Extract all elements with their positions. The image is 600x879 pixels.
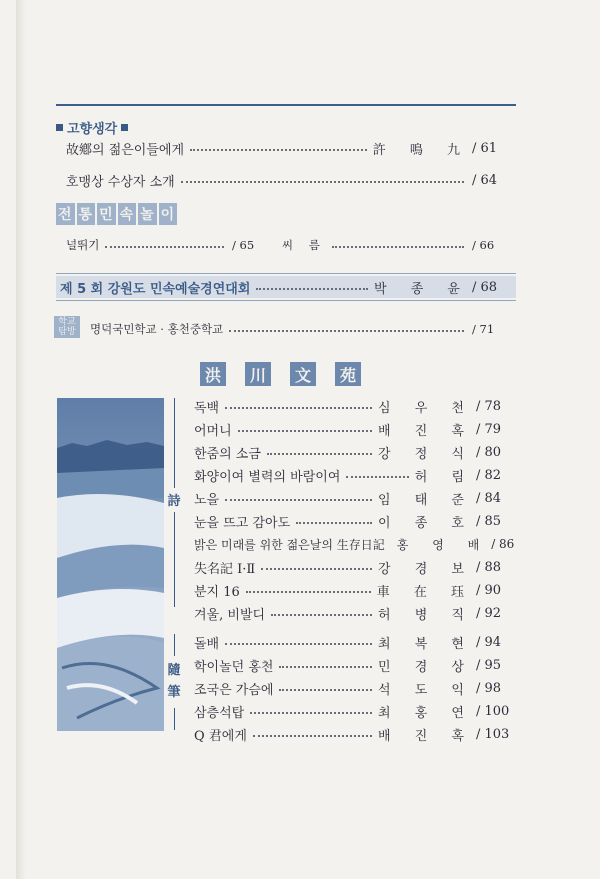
heading-char: 속 (118, 203, 137, 225)
leader-dots (346, 476, 408, 478)
leader-dots (181, 181, 464, 183)
toc-entry[interactable] (194, 724, 510, 744)
entry-title: 밝은 미래를 위한 젊은날의 生存日記 (194, 537, 385, 552)
entry-author: 홍 영 배 (396, 537, 490, 552)
entry-title: 어머니 (194, 423, 232, 439)
title-char: 洪 (200, 362, 226, 386)
entry-author: 박 종 윤 (374, 281, 470, 297)
heading-char: 이 (159, 203, 178, 225)
leader-dots (332, 246, 464, 248)
entry-page: / 78 (476, 398, 502, 414)
entry-author: 車 在 珏 (376, 584, 474, 600)
entry-page: / 85 (476, 513, 502, 529)
entry-title: 호맹상 수상자 소개 (66, 174, 175, 190)
toc-entry[interactable] (194, 655, 510, 675)
leader-dots (225, 643, 372, 645)
entry-page: / 95 (476, 657, 502, 673)
entry-page: / 92 (476, 605, 502, 621)
entry-page: / 65 (232, 238, 255, 252)
entry-author: 석 도 익 (378, 682, 474, 698)
entry-title: 故鄕의 젊은이들에게 (66, 142, 185, 158)
toc-entry[interactable] (194, 511, 510, 531)
leader-dots (296, 522, 372, 524)
toc-entry[interactable] (90, 319, 506, 339)
square-bullet-icon (121, 124, 128, 131)
literary-section-title (200, 362, 361, 386)
toc-entry[interactable] (194, 396, 510, 416)
essays-label: 隨筆 (167, 663, 181, 700)
poems-bracket-line (174, 512, 175, 607)
heading-char: 통 (77, 203, 96, 225)
entry-author: 許 鳴 九 (372, 142, 470, 158)
toc-entry[interactable] (194, 488, 510, 508)
entry-page: / 66 (472, 238, 495, 252)
entry-author: 이 종 호 (378, 515, 474, 531)
leader-dots (225, 499, 372, 501)
entry-title: 겨울, 비발디 (194, 607, 266, 623)
entry-author: 강 정 식 (378, 446, 474, 462)
toc-entry[interactable] (194, 534, 515, 554)
leader-dots (267, 453, 372, 455)
entry-title: 失名記 Ⅰ·Ⅱ (194, 561, 256, 577)
toc-entry[interactable] (194, 557, 510, 577)
entry-author: 강 경 보 (378, 561, 474, 577)
leader-dots (261, 568, 372, 570)
title-char: 川 (245, 362, 271, 386)
toc-entry[interactable] (66, 170, 506, 190)
entry-title: 조국은 가슴에 (194, 682, 274, 698)
leader-dots (229, 330, 464, 332)
entry-author: 허 병 직 (378, 607, 474, 623)
entry-page: / 86 (491, 537, 515, 551)
toc-entry[interactable] (194, 701, 510, 721)
toc-entry[interactable] (282, 235, 506, 255)
toc-entry[interactable] (194, 580, 510, 600)
leader-dots (279, 689, 372, 691)
band-top-rule (56, 273, 516, 274)
entry-author: 최 복 현 (378, 636, 474, 652)
entry-page: / 79 (476, 421, 502, 437)
leader-dots (246, 591, 371, 593)
entry-author: 심 우 천 (378, 400, 474, 416)
leader-dots (105, 246, 224, 248)
band-bottom-rule (56, 300, 516, 301)
entry-page: / 68 (472, 279, 498, 295)
school-visit-tag: 학교 탐방 (54, 316, 80, 338)
entry-page: / 90 (476, 582, 502, 598)
entry-title: 삼층석탑 (194, 705, 245, 721)
entry-page: / 94 (476, 634, 502, 650)
toc-entry[interactable] (66, 138, 506, 158)
entry-title: 널뛰기 (66, 238, 100, 252)
entry-page: / 64 (472, 172, 498, 188)
entry-author: 민 경 상 (378, 659, 474, 675)
entry-page: / 88 (476, 559, 502, 575)
essays-bracket-line (174, 708, 175, 730)
entry-title: 노을 (194, 492, 220, 508)
entry-author: 배 진 혹 (378, 423, 474, 439)
entry-title: Q 君에게 (194, 728, 247, 744)
entry-author: 허 림 (414, 469, 474, 485)
toc-entry[interactable] (194, 465, 510, 485)
entry-title: 한줌의 소금 (194, 446, 261, 462)
entry-title: 화양이여 별력의 바람이여 (194, 469, 341, 485)
entry-page: / 71 (472, 322, 495, 336)
entry-author: 최 홍 연 (378, 705, 474, 721)
toc-entry-contest[interactable] (60, 277, 506, 297)
entry-title: 독백 (194, 400, 220, 416)
title-char: 文 (290, 362, 316, 386)
toc-entry[interactable] (66, 235, 266, 255)
section-heading-hometown (56, 118, 128, 137)
entry-author: 배 진 혹 (378, 728, 474, 744)
entry-title: 돌배 (194, 636, 220, 652)
heading-char: 민 (97, 203, 116, 225)
poems-bracket-line (174, 398, 175, 488)
leader-dots (279, 666, 372, 668)
page-binding-edge (16, 0, 26, 879)
entry-page: / 103 (476, 726, 510, 742)
leader-dots (225, 407, 372, 409)
entry-page: / 84 (476, 490, 502, 506)
entry-title: 분지 16 (194, 584, 240, 600)
heading-char: 놀 (138, 203, 157, 225)
heading-char: 전 (56, 203, 75, 225)
square-bullet-icon (56, 124, 63, 131)
leader-dots (238, 430, 372, 432)
leader-dots (253, 735, 372, 737)
entry-title: 명덕국민학교 · 홍천중학교 (90, 322, 224, 336)
entry-author: 임 태 준 (378, 492, 474, 508)
entry-title: 씨 름 (282, 238, 326, 252)
poems-label: 詩 (167, 494, 181, 509)
toc-entry[interactable] (194, 419, 510, 439)
leader-dots (256, 288, 368, 290)
leader-dots (271, 614, 372, 616)
toc-entry[interactable] (194, 442, 510, 462)
leader-dots (250, 712, 372, 714)
top-rule (56, 104, 516, 106)
entry-page: / 61 (472, 140, 498, 156)
toc-entry[interactable] (194, 603, 510, 623)
entry-title: 학이놀던 홍천 (194, 659, 274, 675)
section-heading-text: 고향생각 (67, 122, 118, 137)
essays-bracket-line (174, 634, 175, 656)
entry-page: / 98 (476, 680, 502, 696)
toc-entry[interactable] (194, 678, 510, 698)
title-char: 苑 (335, 362, 361, 386)
leader-dots (190, 149, 367, 151)
entry-page: / 100 (476, 703, 510, 719)
river-landscape-photo (57, 398, 164, 731)
entry-title: 제 5 회 강원도 민속예술경연대회 (60, 281, 251, 297)
section-heading-folk-games (56, 203, 179, 225)
toc-entry[interactable] (194, 632, 510, 652)
entry-title: 눈을 뜨고 감아도 (194, 515, 291, 531)
entry-page: / 82 (476, 467, 502, 483)
entry-page: / 80 (476, 444, 502, 460)
